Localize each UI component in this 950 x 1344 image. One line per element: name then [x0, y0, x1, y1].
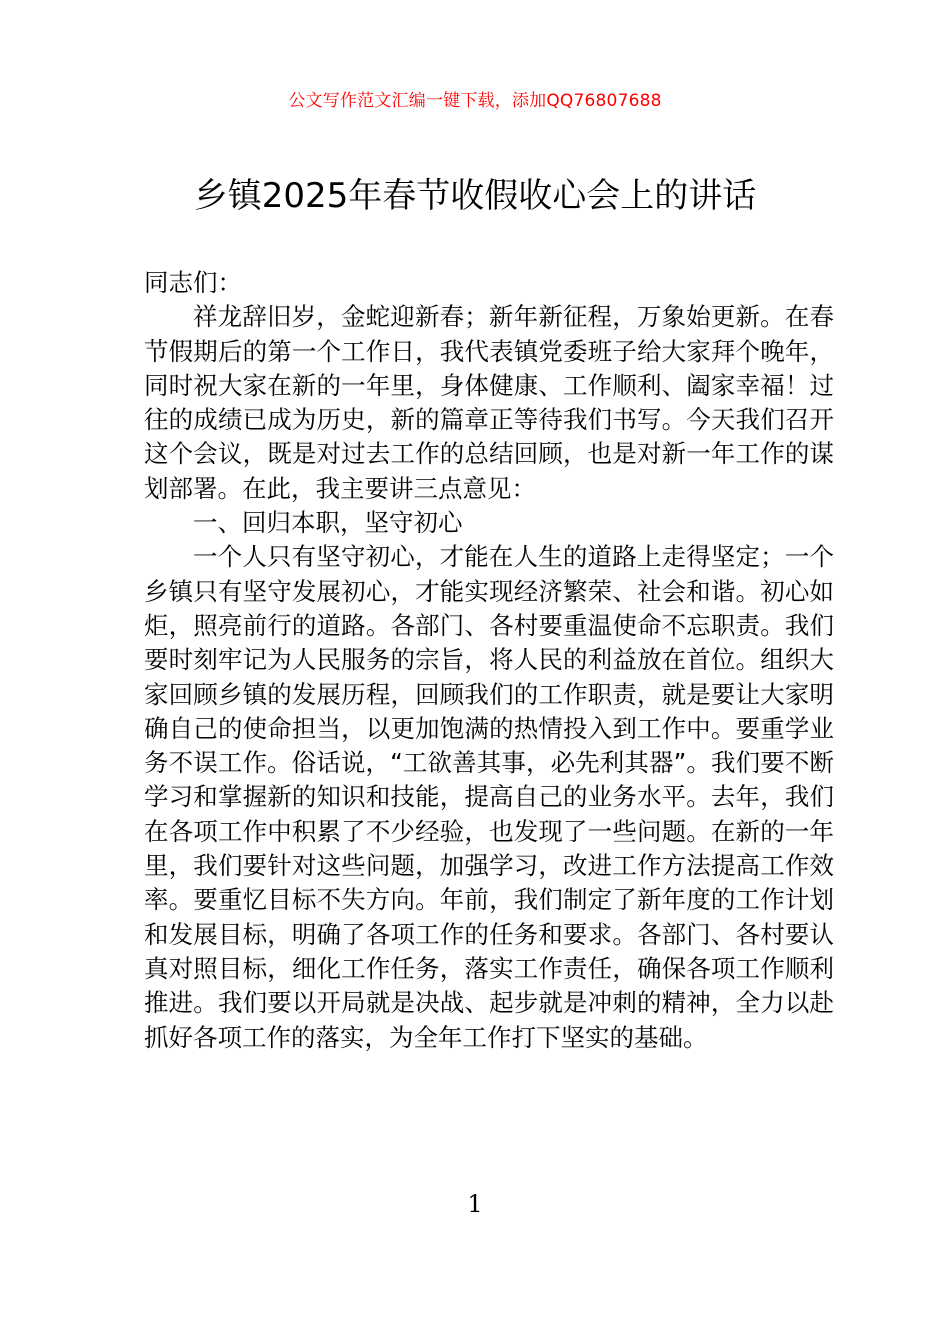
document-title: 乡镇2025年春节收假收心会上的讲话 — [193, 176, 757, 216]
document-body — [144, 266, 834, 1055]
salutation: 同志们： — [144, 268, 242, 297]
header-note: 公文写作范文汇编一键下载，添加QQ76807688 — [288, 91, 662, 111]
section-heading-1: 一、回归本职，坚守初心 — [193, 508, 463, 538]
paragraph-section-1: 一个人只有坚守初心，才能在人生的道路上走得坚定；一个乡镇只有坚守发展初心，才能实现经济繁荣、社会和谐。初心如炬，照亮前行的道路。各部门、各村要重温使命不忘职责。我们要时刻牢记为人民服务的宗旨，将人民的利益放在首位。组织大家回顾乡镇的发展历程，回顾我们的工作职责，就是要让大家明确自己的使命担当，以更加饱满的热情投入到工作中。要重学业务不误工作。俗话说，“工欲善其事，必先利其器”。我们要不断学习和掌握新的知识和技能，提高自己的业务水平。去年，我们在各项工作中积累了不少经验，也发现了一些问题。在新的一年里，我们要针对这些问题，加强学习，改进工作方法提高工作效率。要重忆目标不失方向。年前，我们制定了新年度的工作计划和发展目标，明确了各项工作的任务和要求。各部门、各村要认真对照目标，细化工作任务，落实工作责任，确保各项工作顺利推进。我们要以开局就是决战、起步就是冲刺的精神，全力以赴抓好各项工作的落实，为全年工作打下坚实的基础。 — [144, 542, 834, 1052]
paragraph-intro: 祥龙辞旧岁，金蛇迎新春；新年新征程，万象始更新。在春节假期后的第一个工作日，我代表镇党委班子给大家拜个晚年，同时祝大家在新的一年里，身体健康、工作顺利、阖家幸福！过往的成绩已成为历史，新的篇章正等待我们书写。今天我们召开这个会议，既是对过去工作的总结回顾，也是对新一年工作的谋划部署。在此，我主要讲三点意见： — [144, 302, 834, 503]
page-number: 1 — [467, 1190, 483, 1218]
